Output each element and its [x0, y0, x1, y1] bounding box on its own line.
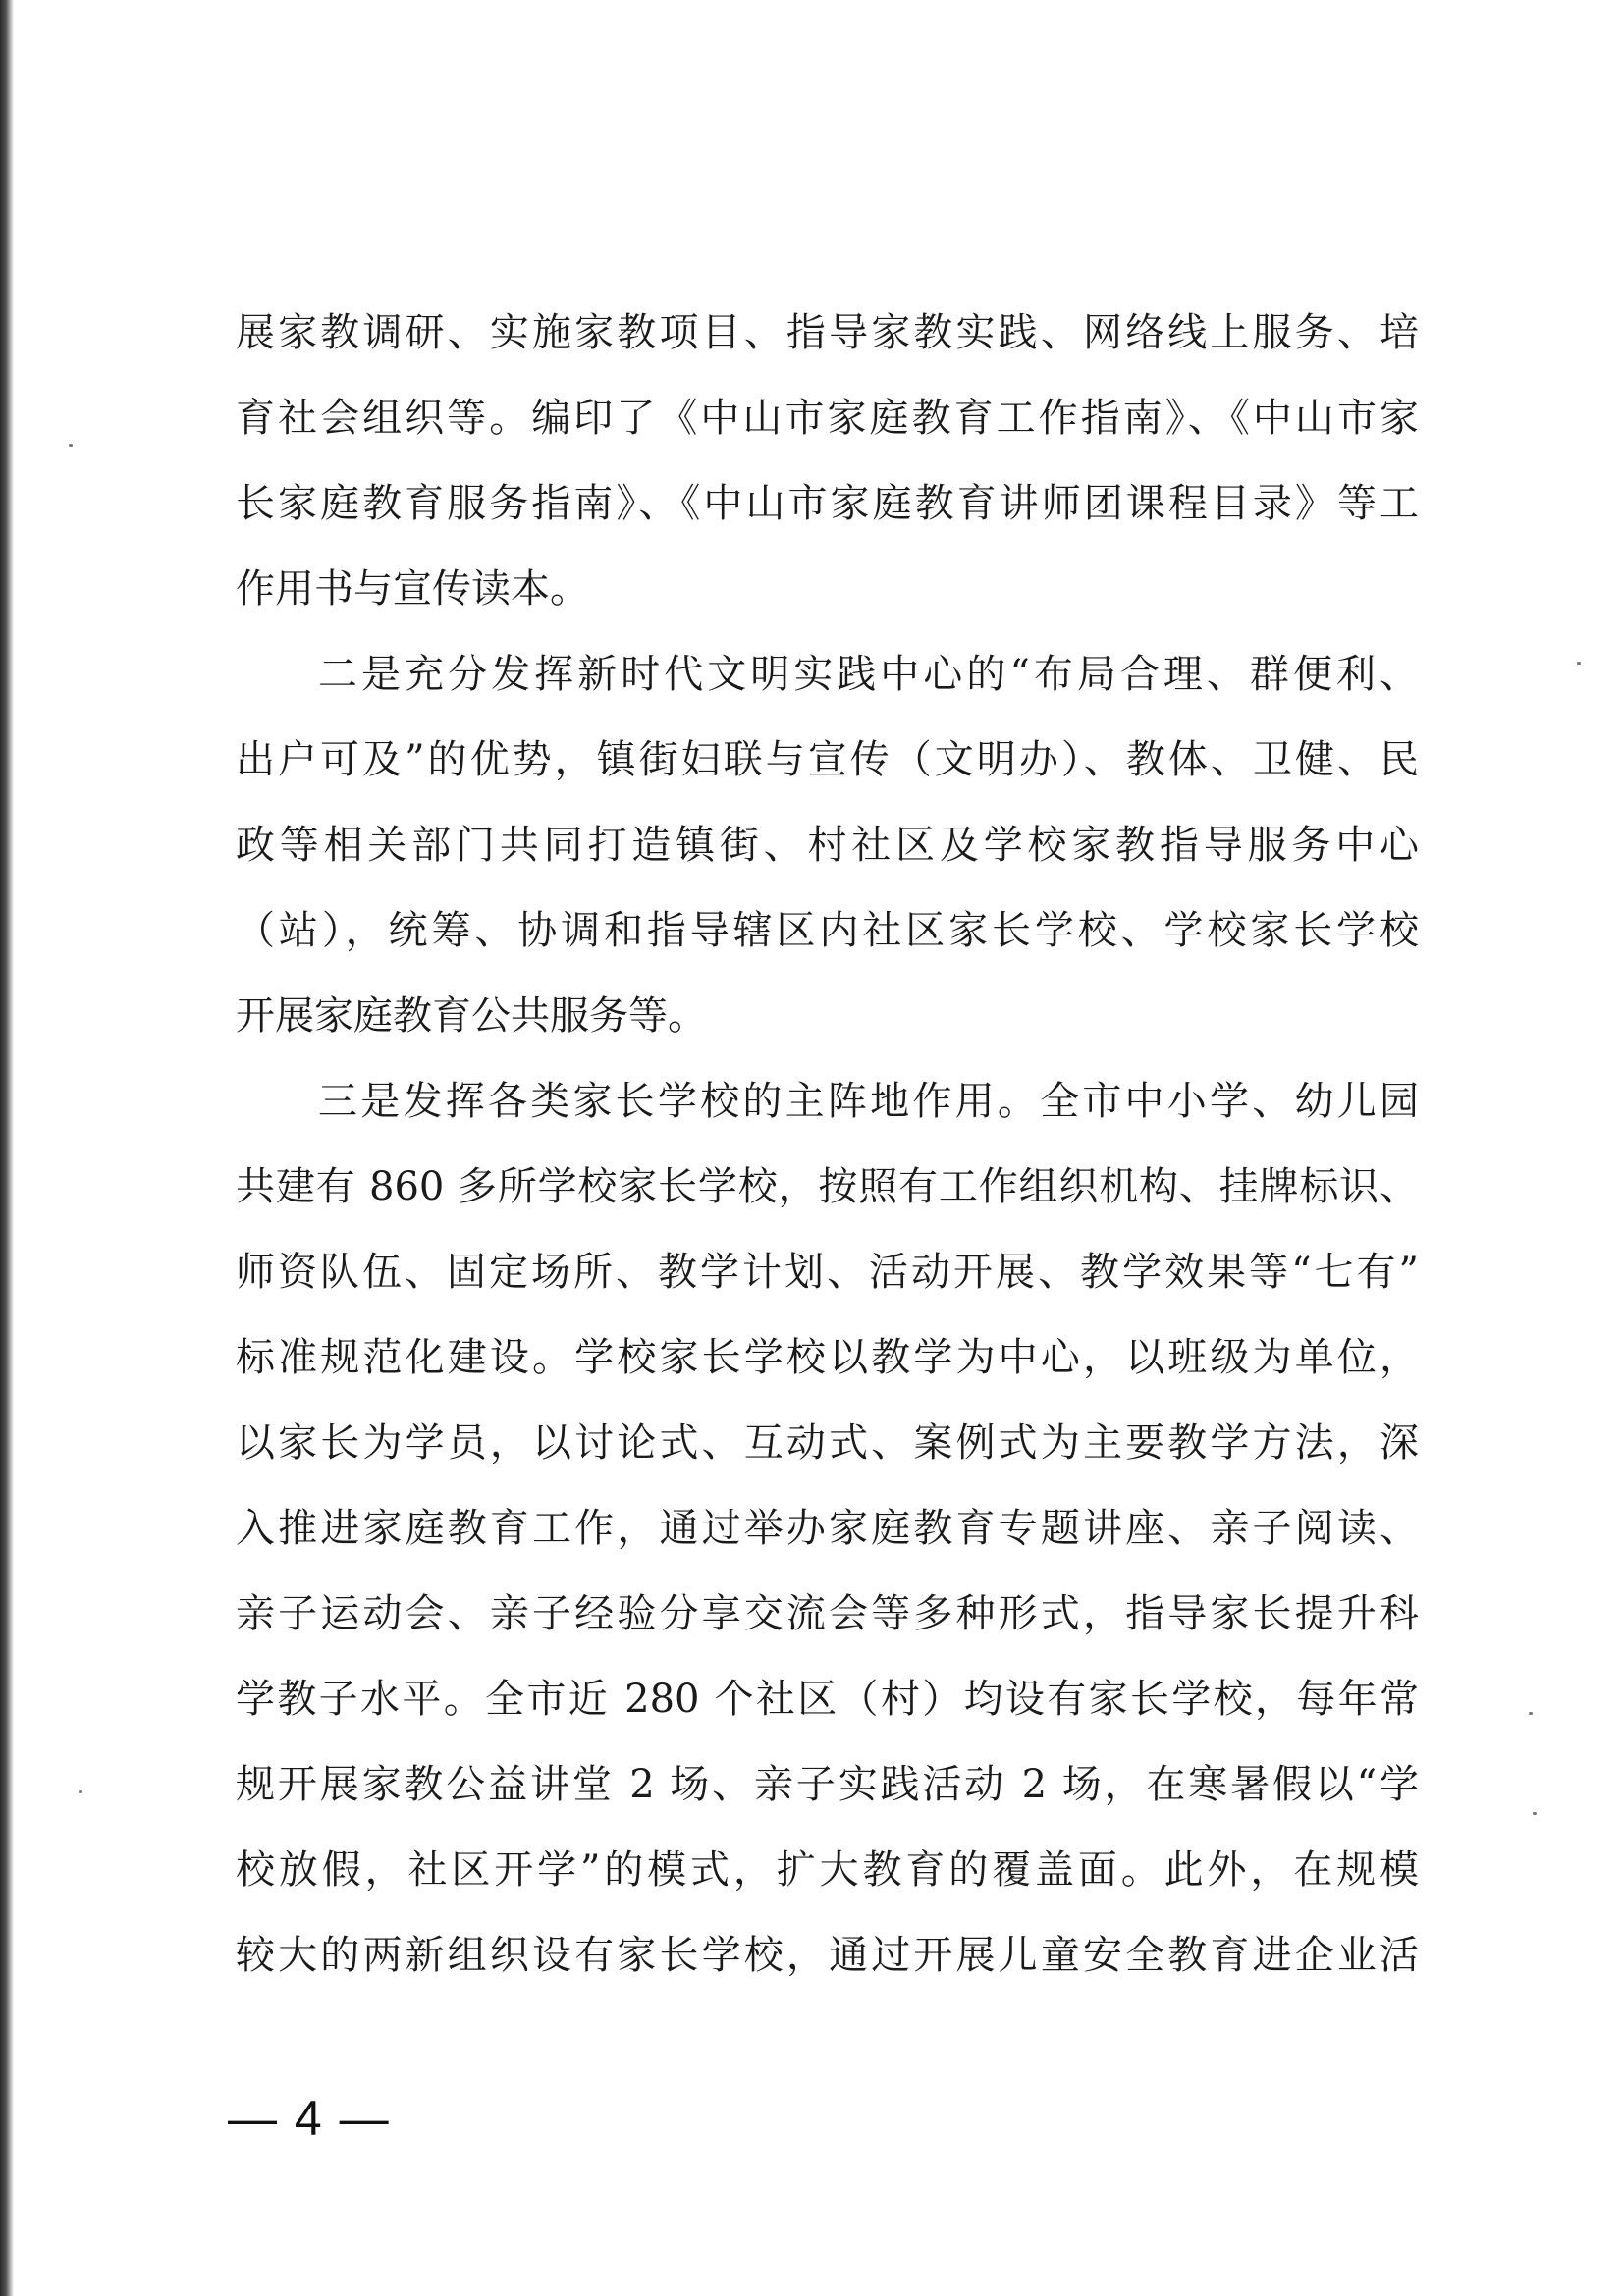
- paragraph-line: 师资队伍、固定场所、教学计划、活动开展、教学效果等“七有”: [236, 1250, 1419, 1295]
- paragraph-line: 三是发挥各类家长学校的主阵地作用。全市中小学、幼儿园: [318, 1079, 1419, 1124]
- scan-speck: [1529, 1712, 1533, 1715]
- paragraph-line: 校放假，社区开学”的模式，扩大教育的覆盖面。此外，在规模: [236, 1847, 1419, 1893]
- paragraph-3: [236, 1059, 1419, 1999]
- paragraph-line: 共建有 860 多所学校家长学校，按照有工作组织机构、挂牌标识、: [236, 1164, 1419, 1209]
- paragraph-line: 规开展家教公益讲堂 2 场、亲子实践活动 2 场，在寒暑假以“学: [236, 1762, 1419, 1807]
- paragraph-2: [236, 632, 1419, 1059]
- paragraph-line: 育社会组织等。编印了《中山市家庭教育工作指南》、《中山市家: [236, 396, 1419, 441]
- scan-edge-shadow: [0, 0, 14, 2296]
- paragraph-line: 政等相关部门共同打造镇街、村社区及学校家教指导服务中心: [236, 823, 1419, 868]
- document-body: [236, 291, 1419, 1999]
- scan-speck: [1533, 1812, 1537, 1815]
- paragraph-line: 二是充分发挥新时代文明实践中心的“布局合理、群便利、: [318, 652, 1419, 697]
- paragraph-line: 长家庭教育服务指南》、《中山市家庭教育讲师团课程目录》等工: [236, 481, 1419, 526]
- scan-speck: [69, 444, 73, 447]
- paragraph-line: 以家长为学员，以讨论式、互动式、案例式为主要教学方法，深: [236, 1420, 1419, 1466]
- paragraph-line: 开展家庭教育公共服务等。: [236, 993, 707, 1039]
- page-number: — 4 —: [228, 2091, 391, 2146]
- paragraph-line: （站），统筹、协调和指导辖区内社区家长学校、学校家长学校: [236, 908, 1419, 953]
- paragraph-line: 学教子水平。全市近 280 个社区（村）均设有家长学校，每年常: [236, 1677, 1419, 1722]
- paragraph-1: [236, 291, 1419, 632]
- paragraph-line: 展家教调研、实施家教项目、指导家教实践、网络线上服务、培: [236, 310, 1419, 355]
- paragraph-line: 亲子运动会、亲子经验分享交流会等多种形式，指导家长提升科: [236, 1591, 1419, 1636]
- scan-speck: [79, 1790, 82, 1793]
- paragraph-line: 入推进家庭教育工作，通过举办家庭教育专题讲座、亲子阅读、: [236, 1506, 1419, 1551]
- paragraph-line: 出户可及”的优势，镇街妇联与宣传（文明办）、教体、卫健、民: [236, 737, 1419, 782]
- paragraph-line: 标准规范化建设。学校家长学校以教学为中心，以班级为单位，: [236, 1335, 1419, 1380]
- scan-speck: [1577, 662, 1581, 665]
- paragraph-line: 作用书与宣传读本。: [236, 566, 589, 612]
- paragraph-line: 较大的两新组织设有家长学校，通过开展儿童安全教育进企业活: [236, 1933, 1419, 1978]
